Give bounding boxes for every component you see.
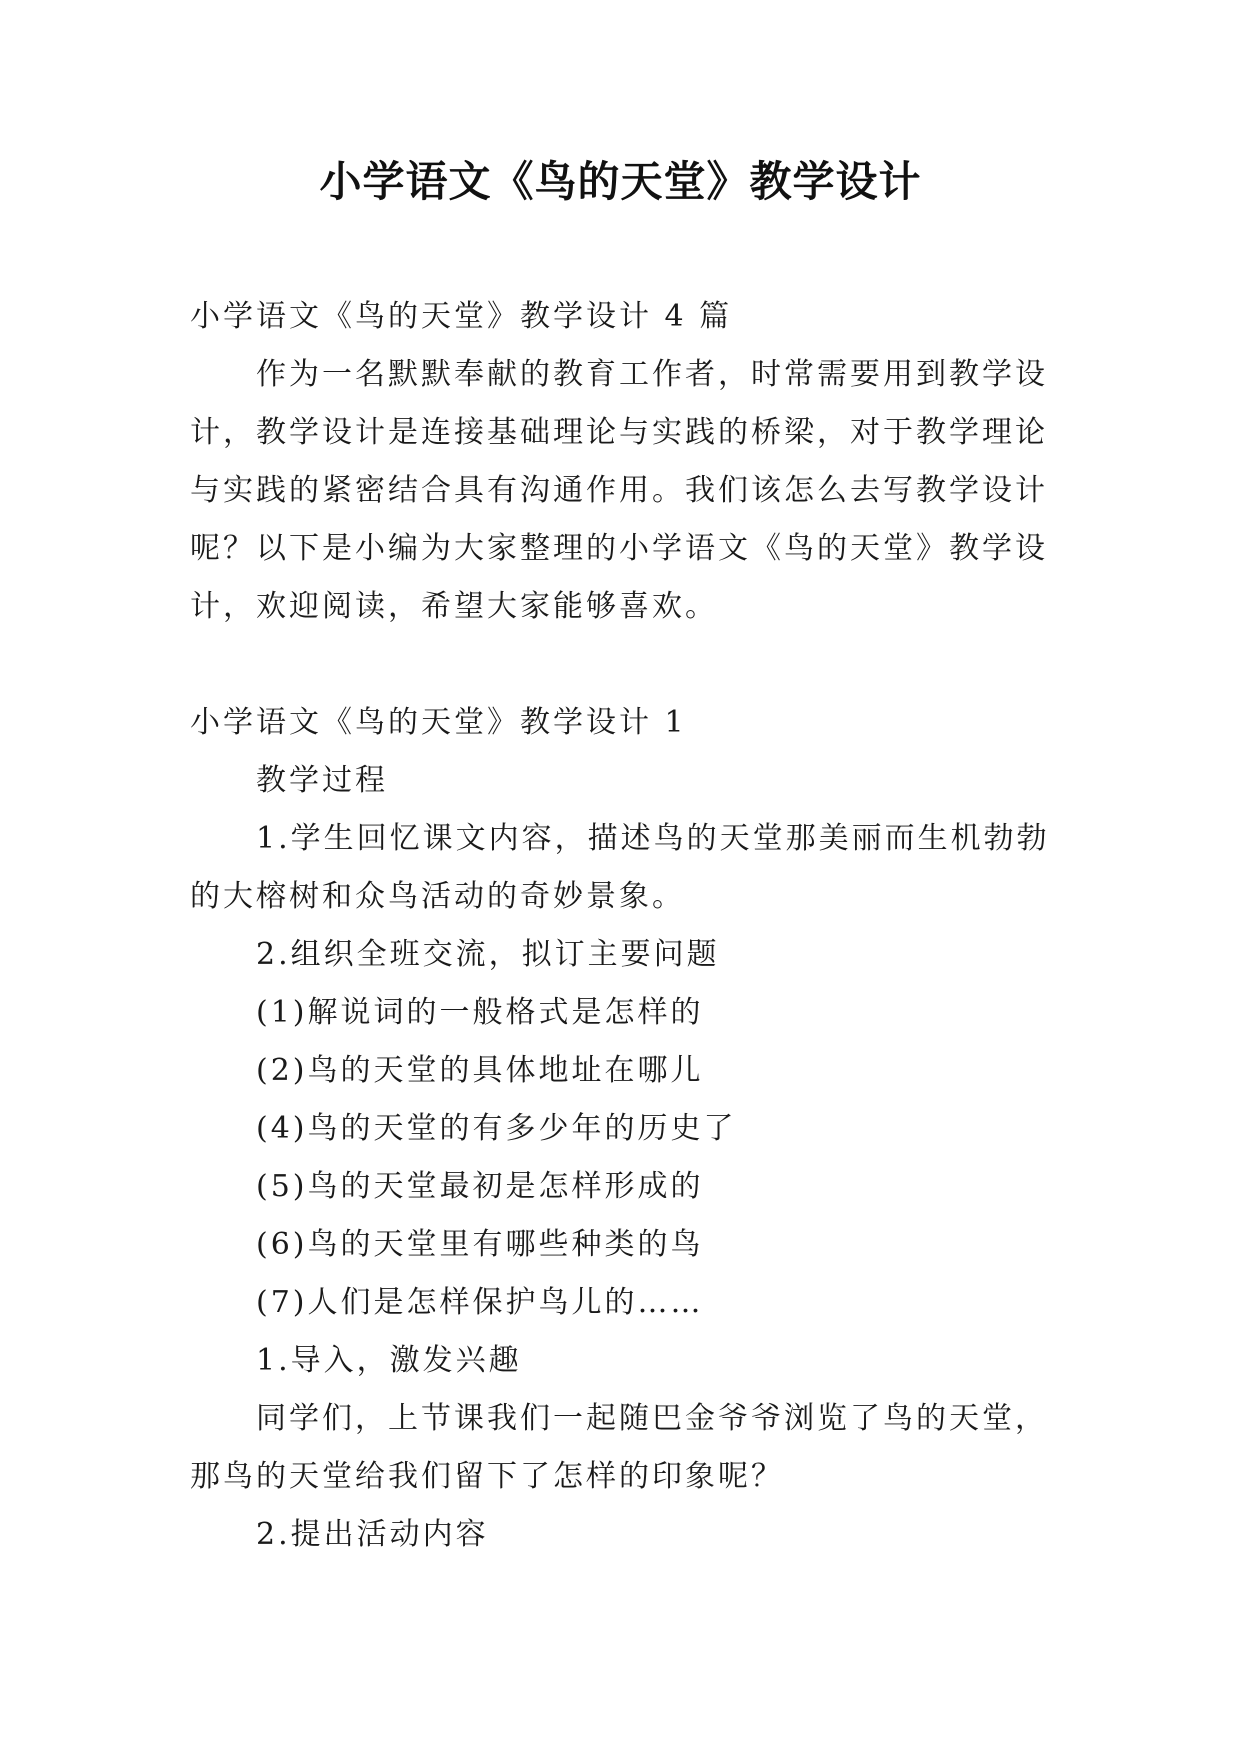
- subtitle: 小学语文《鸟的天堂》教学设计 4 篇: [190, 299, 733, 334]
- process-label: 教学过程: [256, 763, 388, 798]
- document-title: 小学语文《鸟的天堂》教学设计: [319, 157, 922, 206]
- step-heading: 1.导入，激发兴趣: [256, 1343, 522, 1378]
- question-item: (2)鸟的天堂的具体地址在哪儿: [256, 1053, 704, 1088]
- question-item: (5)鸟的天堂最初是怎样形成的: [256, 1169, 704, 1204]
- step-paragraph: 同学们，上节课我们一起随巴金爷爷浏览了鸟的天堂，那鸟的天堂给我们留下了怎样的印象呢？: [190, 1401, 1048, 1494]
- list-item: 1.学生回忆课文内容，描述鸟的天堂那美丽而生机勃勃的大榕树和众鸟活动的奇妙景象。: [190, 821, 1050, 914]
- step-heading: 2.提出活动内容: [256, 1517, 489, 1552]
- intro-paragraph: 作为一名默默奉献的教育工作者，时常需要用到教学设计，教学设计是连接基础理论与实践的桥梁，对于教学理论与实践的紧密结合具有沟通作用。我们该怎么去写教学设计呢？以下是小编为大家整理的小学语文《鸟的天堂》教学设计，欢迎阅读，希望大家能够喜欢。: [190, 357, 1048, 624]
- section-heading: 小学语文《鸟的天堂》教学设计 1: [190, 705, 687, 740]
- paragraph-gap: [190, 636, 1060, 694]
- question-item: (6)鸟的天堂里有哪些种类的鸟: [256, 1227, 704, 1262]
- question-item: (4)鸟的天堂的有多少年的历史了: [256, 1111, 737, 1146]
- question-item: (7)人们是怎样保护鸟儿的……: [256, 1285, 704, 1320]
- list-item: 2.组织全班交流，拟订主要问题: [256, 937, 720, 972]
- question-item: (1)解说词的一般格式是怎样的: [256, 995, 704, 1030]
- document-body: [190, 288, 1060, 1564]
